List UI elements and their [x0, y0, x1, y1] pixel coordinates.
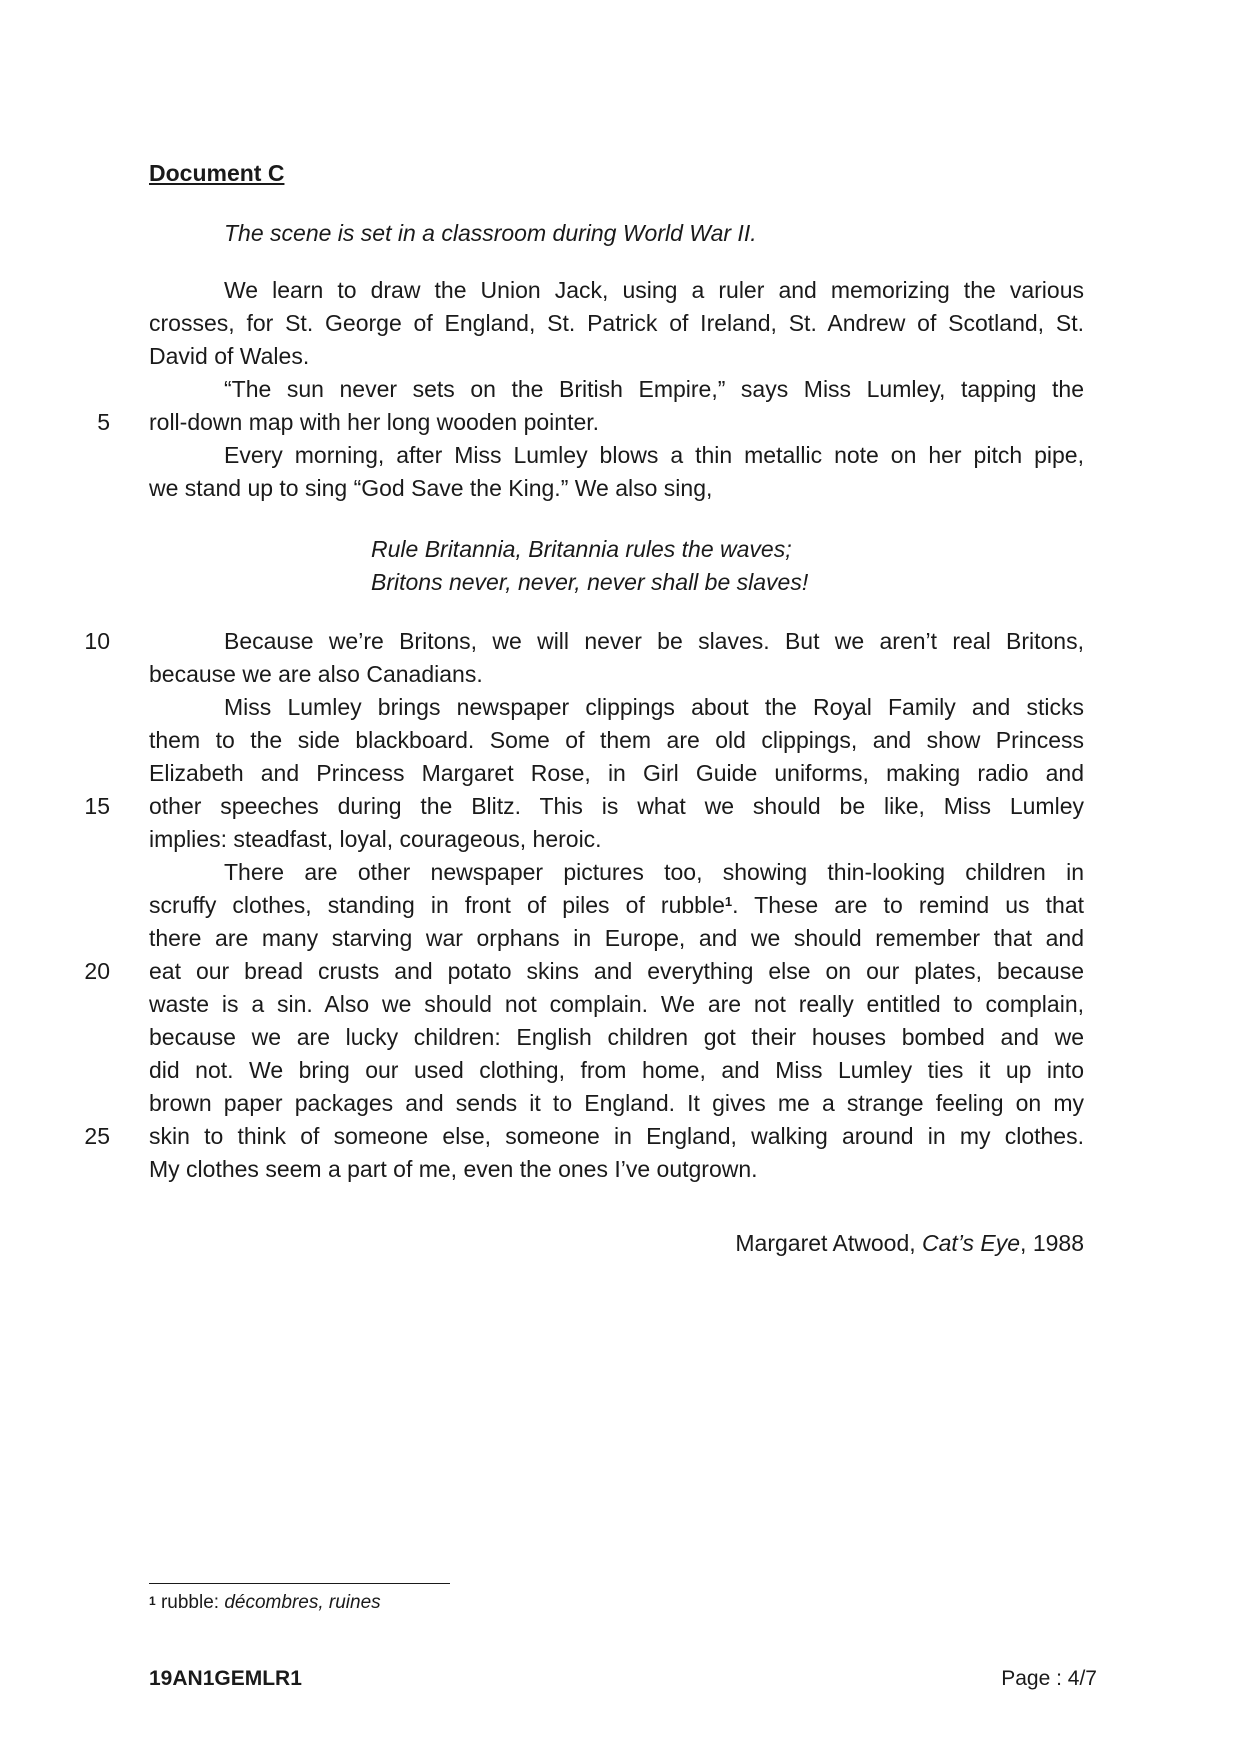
- text-line: Miss Lumley brings newspaper clippings about the Royal Family and sticks: [224, 694, 1084, 720]
- text-line: scruffy clothes, standing in front of piles of rubble$^1$. These are to remind us that: [149, 892, 1084, 918]
- text-line: Every morning, after Miss Lumley blows a thin metallic note on her pitch pipe,: [224, 442, 1084, 468]
- text-line: My clothes seem a part of me, even the ones I’ve outgrown.: [149, 1156, 758, 1182]
- text-line: There are other newspaper pictures too, showing thin-looking children in: [224, 859, 1084, 885]
- attribution-year: , 1988: [1020, 1230, 1084, 1256]
- text-line: Elizabeth and Princess Margaret Rose, in Girl Guide uniforms, making radio and: [149, 760, 1084, 786]
- text-line: there are many starving war orphans in Europe, and we should remember that and: [149, 925, 1084, 951]
- text-line: skin to think of someone else, someone in England, walking around in my clothes.: [149, 1123, 1084, 1149]
- footnote-term: rubble:: [160, 1592, 225, 1613]
- text-line: We learn to draw the Union Jack, using a ruler and memorizing the various: [224, 277, 1084, 303]
- text-line: brown paper packages and sends it to England. It gives me a strange feeling on my: [149, 1090, 1084, 1116]
- line-number: 15: [84, 793, 110, 819]
- text-line: eat our bread crusts and potato skins and everything else on our plates, because: [149, 958, 1084, 984]
- text-line: “The sun never sets on the British Empire,” says Miss Lumley, tapping the: [224, 376, 1084, 402]
- text-line: because we are also Canadians.: [149, 661, 483, 687]
- line-number: 10: [84, 628, 110, 654]
- page-number: Page : 4/7: [1001, 1667, 1097, 1690]
- footnote-divider: [149, 1583, 450, 1584]
- footnote-definition: décombres, ruines: [224, 1592, 381, 1613]
- text-line: David of Wales.: [149, 343, 310, 369]
- line-number: 5: [97, 409, 110, 435]
- text-line: Because we’re Britons, we will never be slaves. But we aren’t real Britons,: [224, 628, 1084, 654]
- text-line: them to the side blackboard. Some of them are old clippings, and show Princess: [149, 727, 1084, 753]
- line-number: 25: [84, 1123, 110, 1149]
- attribution-title: Cat’s Eye: [922, 1230, 1021, 1256]
- text-line: implies: steadfast, loyal, courageous, heroic.: [149, 826, 602, 852]
- footnote-marker: 1: [149, 1594, 156, 1608]
- attribution-author: Margaret Atwood,: [735, 1230, 923, 1256]
- text-line: other speeches during the Blitz. This is what we should be like, Miss Lumley: [149, 793, 1084, 819]
- poem-line: Rule Britannia, Britannia rules the waves;: [371, 536, 792, 562]
- document-heading: Document C: [149, 160, 285, 186]
- footnote: [149, 1590, 381, 1616]
- text-line: waste is a sin. Also we should not complain. We are not really entitled to complain,: [149, 991, 1084, 1017]
- text-line: we stand up to sing “God Save the King.” We also sing,: [149, 475, 713, 501]
- source-attribution: [735, 1228, 1084, 1258]
- text-line: roll-down map with her long wooden pointer.: [149, 409, 600, 435]
- footnote-ref: 1: [724, 894, 733, 909]
- poem-line: Britons never, never, never shall be slaves!: [371, 569, 809, 595]
- text-line: because we are lucky children: English children got their houses bombed and we: [149, 1024, 1084, 1050]
- line-number: 20: [84, 958, 110, 984]
- text-line: crosses, for St. George of England, St. Patrick of Ireland, St. Andrew of Scotland, St.: [149, 310, 1084, 336]
- text-line: did not. We bring our used clothing, from home, and Miss Lumley ties it up into: [149, 1057, 1084, 1083]
- scene-setting: The scene is set in a classroom during World War II.: [224, 220, 757, 246]
- exam-code: 19AN1GEMLR1: [149, 1667, 302, 1690]
